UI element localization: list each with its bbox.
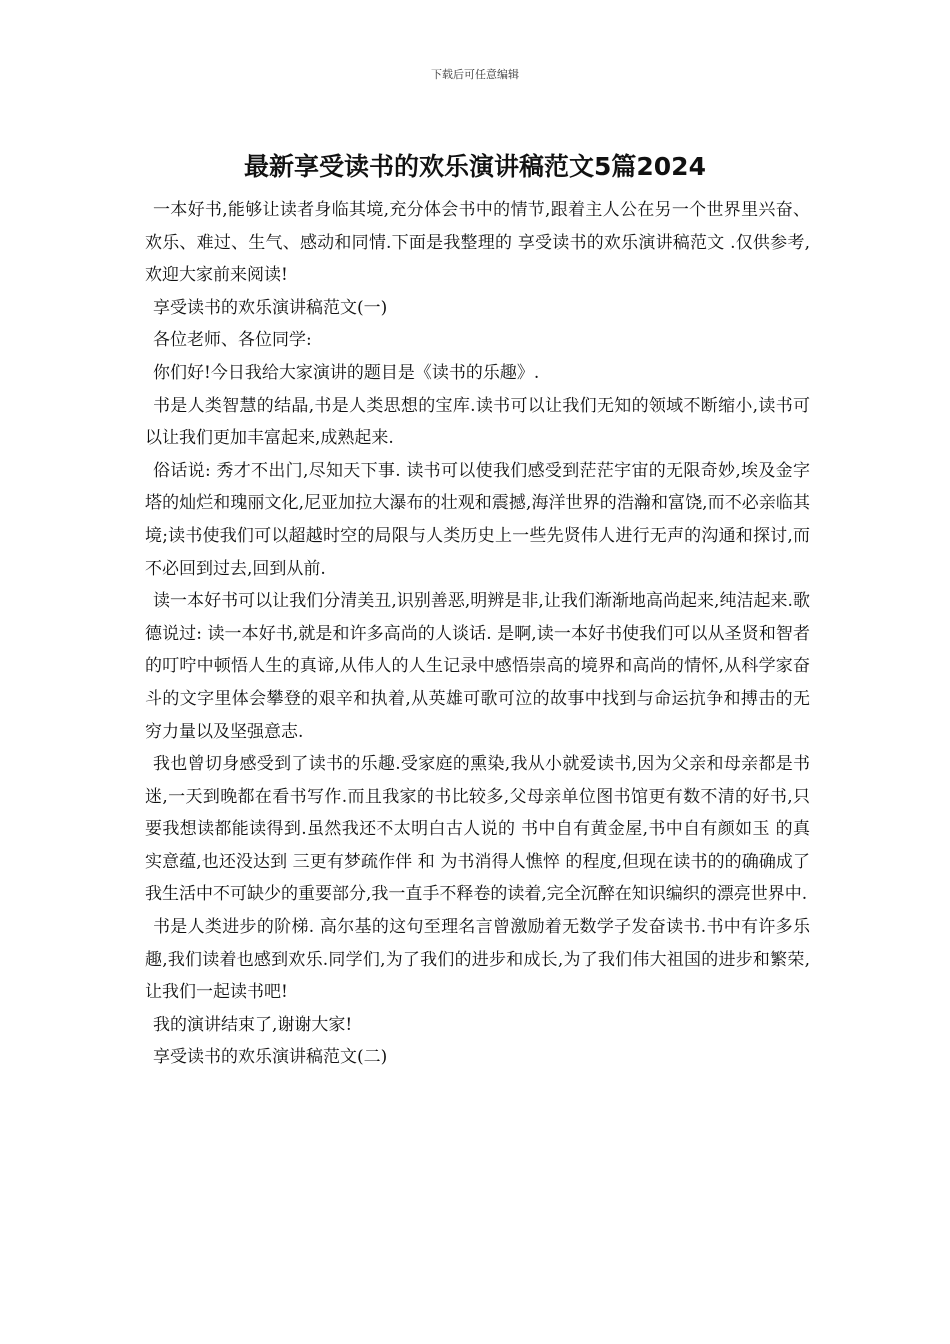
- paragraph-intro: 一本好书,能够让读者身临其境,充分体会书中的情节,跟着主人公在另一个世界里兴奋、欢乐、难过、生气、感动和同情.下面是我整理的 享受读书的欢乐演讲稿范文 .仅供参考,欢迎大家前来阅读!: [145, 200, 810, 286]
- section-heading-2: 享受读书的欢乐演讲稿范文(二): [153, 1047, 388, 1068]
- paragraph: 书是人类智慧的结晶,书是人类思想的宝库.读书可以让我们无知的领域不断缩小,读书可以让我们更加丰富起来,成熟起来.: [145, 395, 810, 449]
- paragraph: 读一本好书可以让我们分清美丑,识别善恶,明辨是非,让我们渐渐地高尚起来,纯洁起来.歌德说过: 读一本好书,就是和许多高尚的人谈话. 是啊,读一本好书使我们可以从圣贤和智者的叮咛中顿悟人生的真谛,从伟人的人生记录中感悟崇高的境界和高尚的情怀,从科学家奋斗的文字里体会攀登的艰辛和执着,从英雄可歌可泣的故事中找到与命运抗争和搏击的无穷力量以及坚强意志.: [145, 591, 810, 742]
- paragraph: 书是人类进步的阶梯. 高尔基的这句至理名言曾激励着无数学子发奋读书.书中有许多乐趣,我们读着也感到欢乐.同学们,为了我们的进步和成长,为了我们伟大祖国的进步和繁荣,让我们一起读书吧!: [145, 917, 810, 1003]
- header-note: 下载后可任意编辑: [431, 68, 519, 81]
- paragraph-closing: 我的演讲结束了,谢谢大家!: [153, 1014, 353, 1035]
- document-body: [145, 194, 810, 1074]
- document-title: 最新享受读书的欢乐演讲稿范文5篇2024: [244, 152, 706, 181]
- section-heading-1: 享受读书的欢乐演讲稿范文(一): [153, 297, 388, 318]
- paragraph: 我也曾切身感受到了读书的乐趣.受家庭的熏染,我从小就爱读书,因为父亲和母亲都是书迷,一天到晚都在看书写作.而且我家的书比较多,父母亲单位图书馆更有数不清的好书,只要我想读都能读得到.虽然我还不太明白古人说的 书中自有黄金屋,书中自有颜如玉 的真实意蕴,也还没达到 三更有梦疏作伴 和 为书消得人憔悴 的程度,但现在读书的的确确成了我生活中不可缺少的重要部分,我一直手不释卷的读着,完全沉醉在知识编织的漂亮世界中.: [145, 754, 810, 905]
- paragraph-topic: 你们好!今日我给大家演讲的题目是《读书的乐趣》.: [153, 362, 540, 383]
- paragraph-greeting: 各位老师、各位同学:: [153, 330, 312, 351]
- paragraph: 俗话说: 秀才不出门,尽知天下事. 读书可以使我们感受到茫茫宇宙的无限奇妙,埃及金字塔的灿烂和瑰丽文化,尼亚加拉大瀑布的壮观和震撼,海洋世界的浩瀚和富饶,而不必亲临其境;读书使我们可以超越时空的局限与人类历史上一些先贤伟人进行无声的沟通和探讨,而不必回到过去,回到从前.: [145, 460, 810, 579]
